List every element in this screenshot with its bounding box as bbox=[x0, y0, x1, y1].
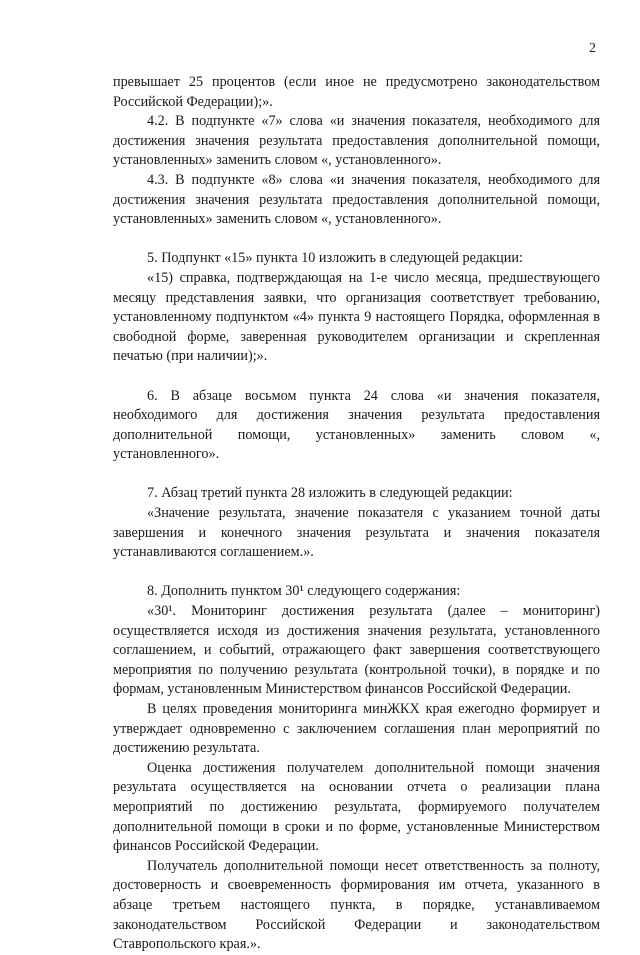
paragraph: 6. В абзаце восьмом пункта 24 слова «и значения показателя, необходимого для достижения значения результата предоставления дополнительной помощи, установленных» заменить словом «, установленного». bbox=[113, 387, 600, 463]
paragraph: 7. Абзац третий пункта 28 изложить в следующей редакции: bbox=[147, 485, 513, 502]
paragraph: 5. Подпункт «15» пункта 10 изложить в следующей редакции: bbox=[147, 250, 523, 267]
paragraph: превышает 25 процентов (если иное не предусмотрено законодательством Российской Федерации);». bbox=[113, 74, 600, 110]
paragraph: В целях проведения мониторинга минЖКХ края ежегодно формирует и утверждает одновременно с заключением соглашения план мероприятий по достижению результата. bbox=[113, 701, 600, 757]
paragraph: Получатель дополнительной помощи несет ответственность за полноту, достоверность и своевременность формирования им отчета, указанного в абзаце третьем настоящего пункта, в порядке, устанавливаемом законодательством Российской Федерации и законодательством Ставропольского края.». bbox=[113, 857, 600, 953]
paragraph: «30¹. Мониторинг достижения результата (далее – мониторинг) осуществляется исходя из достижения значения результата, установленного соглашением, и событий, отражающего факт завершения соответствующего мероприятия по получению результата (контрольной точки), в порядке и по формам, установленным Министерством финансов Российской Федерации. bbox=[113, 603, 600, 698]
paragraph: Оценка достижения получателем дополнительной помощи значения результата осуществляется на основании отчета о реализации плана мероприятий по достижению результата, формируемого получателем дополнительной помощи в сроки и по форме, установленные Министерством финансов Российской Федерации. bbox=[113, 759, 600, 855]
paragraph: «Значение результата, значение показателя с указанием точной даты завершения и конечного значения результата и значения показателя устанавливаются соглашением.». bbox=[113, 505, 600, 561]
page-number: 2 bbox=[589, 41, 596, 56]
paragraph: 8. Дополнить пунктом 30¹ следующего содержания: bbox=[147, 583, 461, 600]
paragraph: «15) справка, подтверждающая на 1-е число месяца, предшествующего месяцу представления заявки, что организация соответствует требованию, установленному подпунктом «4» пункта 9 настоящего Порядка, оформленная в свободной форме, заверенная руководителем организации и скрепленная печатью (при наличии);». bbox=[113, 269, 600, 365]
document-body bbox=[113, 73, 600, 955]
paragraph: 4.2. В подпункте «7» слова «и значения показателя, необходимого для достижения значения результата предоставления дополнительной помощи, установленных» заменить словом «, установленного». bbox=[113, 113, 600, 169]
paragraph: 4.3. В подпункте «8» слова «и значения показателя, необходимого для достижения значения результата предоставления дополнительной помощи, установленных» заменить словом «, установленного». bbox=[113, 171, 600, 228]
